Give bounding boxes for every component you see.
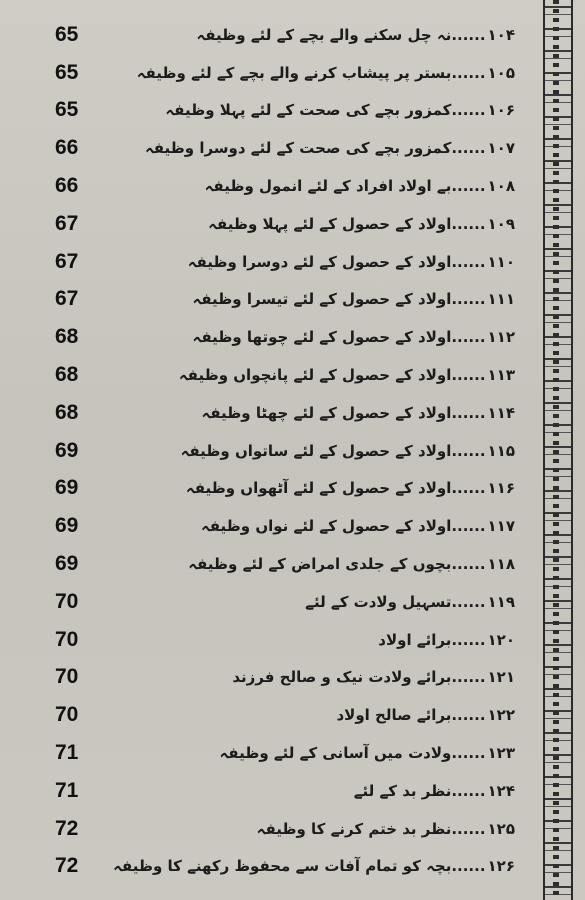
entry-title: ......برائے اولاد: [378, 630, 486, 649]
entry-title: ......نظر بد ختم کرنے کا وظیفہ: [256, 819, 486, 838]
toc-entry: [188, 555, 525, 573]
toc-row: [55, 507, 525, 545]
toc-row: [55, 205, 525, 243]
toc-row: [55, 772, 525, 810]
entry-number: ۱۲۴: [487, 781, 515, 800]
toc-entry: [354, 782, 525, 800]
entry-number: ۱۱۳: [487, 366, 515, 385]
entry-title: ......نظر بد کے لئے: [353, 781, 486, 800]
entry-title: ......بچوں کے جلدی امراض کے لئے وظیفہ: [188, 555, 486, 574]
toc-row: [55, 92, 525, 130]
page-number: 67: [55, 249, 79, 273]
toc-entry: [181, 442, 525, 460]
toc-entry: [192, 290, 525, 308]
toc-row: [55, 470, 525, 508]
toc-row: [55, 243, 525, 281]
toc-row: [55, 621, 525, 659]
entry-number: ۱۰۷: [487, 139, 515, 158]
entry-title: ......اولاد کے حصول کے لئے چوتھا وظیفہ: [192, 328, 486, 347]
border-ornament: [553, 0, 559, 900]
page-number: 68: [55, 363, 79, 387]
toc-entry: [137, 64, 525, 82]
page-number: 69: [55, 476, 79, 500]
toc-row: [55, 16, 525, 54]
entry-number: ۱۱۵: [487, 441, 515, 460]
toc-entry: [378, 631, 525, 649]
toc-entry: [205, 177, 525, 195]
page-number: 70: [55, 589, 79, 613]
page-number: 72: [55, 816, 79, 840]
entry-title: ......کمزور بچے کی صحت کے لئے پہلا وظیفہ: [165, 101, 486, 120]
page-number: 65: [55, 22, 79, 46]
entry-number: ۱۱۴: [487, 403, 515, 422]
toc-entry: [113, 857, 525, 875]
page-number: 70: [55, 665, 79, 689]
toc-entry: [305, 593, 525, 611]
toc-entry: [208, 215, 525, 233]
page-number: 69: [55, 514, 79, 538]
toc-row: [55, 848, 525, 886]
entry-title: ......کمزور بچے کی صحت کے لئے دوسرا وظیفہ: [144, 139, 486, 158]
page-number: 71: [55, 778, 79, 802]
entry-title: ......اولاد کے حصول کے لئے پانچواں وظیفہ: [178, 366, 486, 385]
toc-entry: [165, 101, 525, 119]
toc-entry: [186, 479, 525, 497]
entry-number: ۱۰۸: [487, 177, 515, 196]
decorative-border: [543, 0, 573, 900]
entry-number: ۱۱۲: [487, 328, 515, 347]
entry-title: ......اولاد کے حصول کے لئے چھٹا وظیفہ: [201, 403, 486, 422]
toc-row: [55, 583, 525, 621]
toc-row: [55, 167, 525, 205]
toc-entry: [232, 668, 525, 686]
entry-title: ......اولاد کے حصول کے لئے نواں وظیفہ: [200, 517, 486, 536]
entry-number: ۱۰۶: [487, 101, 515, 120]
toc-entry: [201, 517, 525, 535]
entry-title: ......بے اولاد افراد کے لئے انمول وظیفہ: [204, 177, 486, 196]
toc-row: [55, 356, 525, 394]
toc-entry: [257, 820, 525, 838]
page-number: 65: [55, 98, 79, 122]
toc-row: [55, 734, 525, 772]
page-number: 65: [55, 60, 79, 84]
entry-number: ۱۰۹: [487, 214, 515, 233]
entry-number: ۱۲۳: [487, 744, 515, 763]
toc-row: [55, 696, 525, 734]
page-number: 71: [55, 741, 79, 765]
entry-number: ۱۲۱: [487, 668, 515, 687]
page-number: 70: [55, 703, 79, 727]
page-number: 69: [55, 438, 79, 462]
entry-title: ......برائے صالح اولاد: [336, 706, 486, 725]
entry-number: ۱۲۵: [487, 819, 515, 838]
toc-row: [55, 394, 525, 432]
page-number: 67: [55, 211, 79, 235]
page-number: 67: [55, 287, 79, 311]
entry-number: ۱۱۶: [487, 479, 515, 498]
toc-row: [55, 318, 525, 356]
toc-row: [55, 281, 525, 319]
entry-number: ۱۲۲: [487, 706, 515, 725]
entry-number: ۱۱۱: [487, 290, 515, 309]
entry-title: ......بچہ کو تمام آفات سے محفوظ رکھنے کا وظیفہ: [113, 857, 486, 876]
page-number: 68: [55, 325, 79, 349]
entry-title: ......تسہیل ولادت کے لئے: [305, 592, 486, 611]
entry-number: ۱۰۴: [487, 25, 515, 44]
page-number: 66: [55, 174, 79, 198]
toc-entry: [220, 744, 526, 762]
entry-title: ......برائے ولادت نیک و صالح فرزند: [232, 668, 486, 687]
entry-number: ۱۲۰: [487, 630, 515, 649]
page-number: 72: [55, 854, 79, 878]
entry-number: ۱۱۷: [487, 517, 515, 536]
page-number: 66: [55, 136, 79, 160]
entry-title: ......اولاد کے حصول کے لئے پہلا وظیفہ: [208, 214, 486, 233]
toc-row: [55, 432, 525, 470]
entry-title: ......بستر پر پیشاب کرنے والے بچے کے لئے وظیفہ: [136, 63, 486, 82]
toc-entry: [188, 253, 525, 271]
table-of-contents: [55, 16, 525, 885]
toc-row: [55, 810, 525, 848]
toc-row: [55, 129, 525, 167]
toc-entry: [179, 366, 525, 384]
entry-number: ۱۲۶: [487, 857, 515, 876]
toc-row: [55, 545, 525, 583]
toc-row: [55, 659, 525, 697]
toc-entry: [193, 328, 525, 346]
entry-number: ۱۱۸: [487, 555, 515, 574]
toc-entry: [145, 139, 525, 157]
page-number: 69: [55, 552, 79, 576]
entry-title: ......اولاد کے حصول کے لئے ساتواں وظیفہ: [180, 441, 486, 460]
entry-title: ......اولاد کے حصول کے لئے دوسرا وظیفہ: [187, 252, 486, 271]
toc-entry: [336, 706, 525, 724]
entry-title: ......ولادت میں آسانی کے لئے وظیفہ: [219, 744, 486, 763]
entry-title: ......اولاد کے حصول کے لئے تیسرا وظیفہ: [192, 290, 486, 309]
page-number: 70: [55, 627, 79, 651]
toc-entry: [201, 404, 525, 422]
entry-number: ۱۱۰: [487, 252, 515, 271]
toc-entry: [196, 26, 525, 44]
page-number: 68: [55, 400, 79, 424]
toc-row: [55, 54, 525, 92]
entry-title: ......اولاد کے حصول کے لئے آٹھواں وظیفہ: [185, 479, 486, 498]
entry-number: ۱۱۹: [487, 592, 515, 611]
entry-title: ......نہ چل سکنے والے بچے کے لئے وظیفہ: [196, 25, 486, 44]
entry-number: ۱۰۵: [487, 63, 515, 82]
